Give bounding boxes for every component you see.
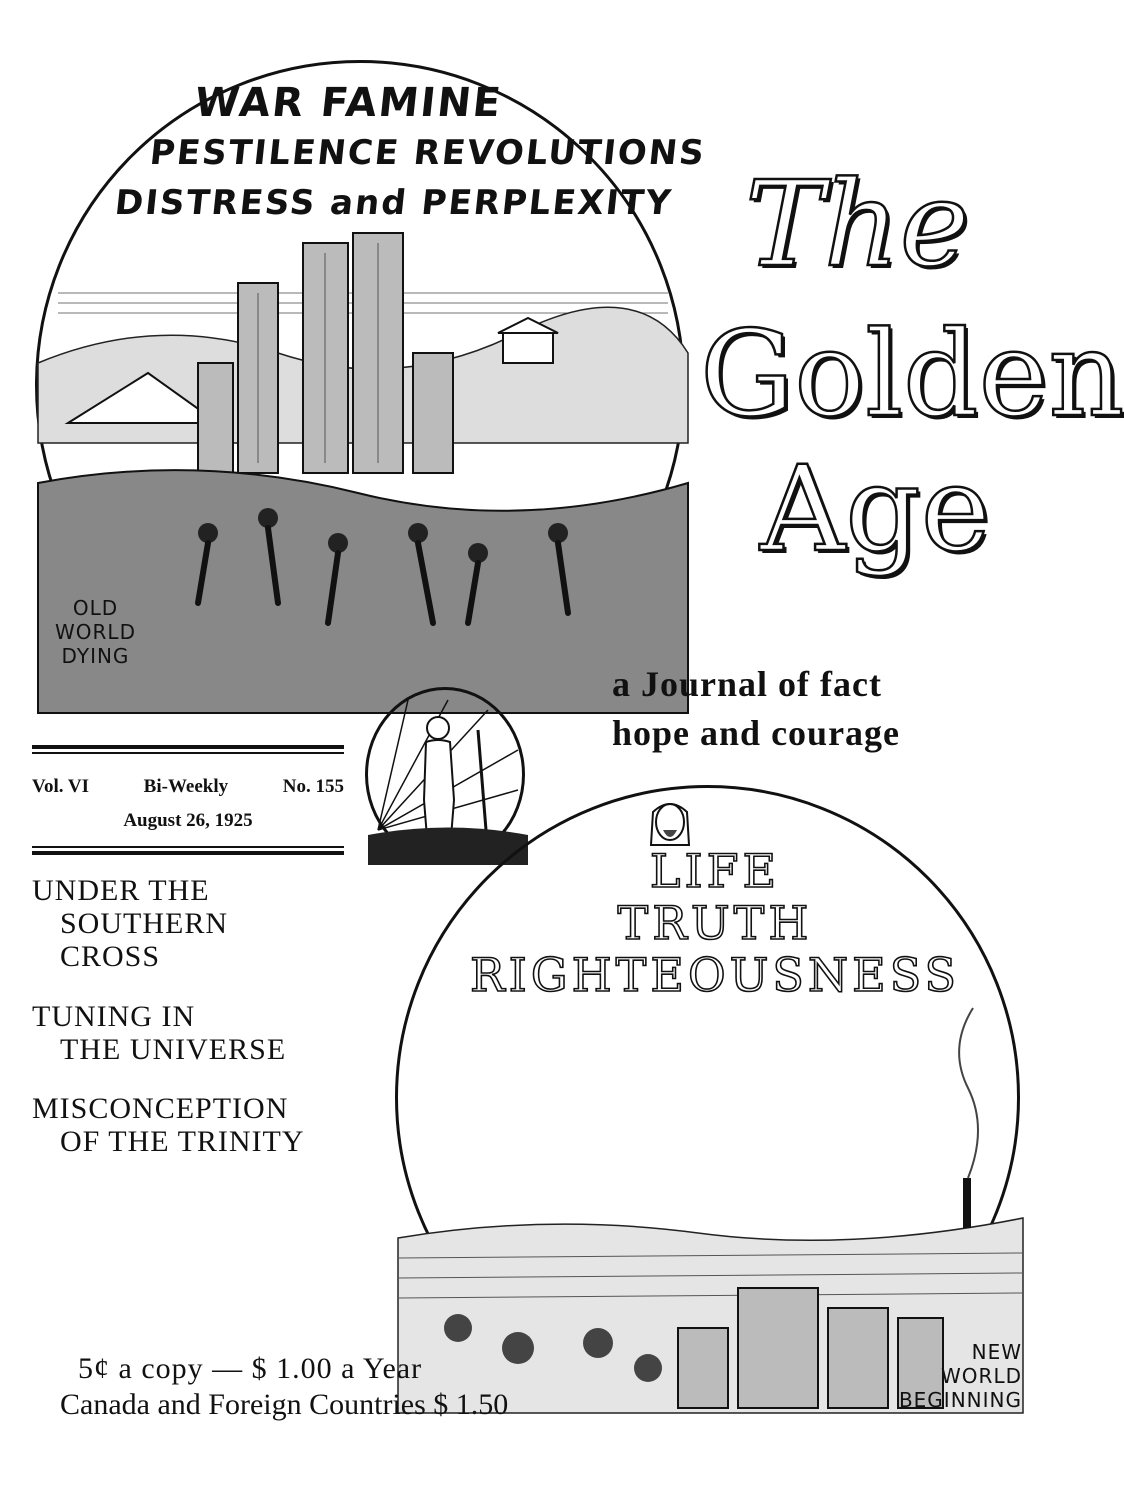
- headline-misconception-trinity: [32, 1092, 305, 1158]
- issue-rule-bottom-thick: [32, 851, 344, 855]
- tagline-line2: hope and courage: [612, 713, 901, 753]
- issue-volume-line: [32, 776, 344, 798]
- new-world-caption-line3: BEGINNING: [898, 1388, 1022, 1412]
- masthead-title-the: The: [745, 155, 970, 293]
- old-world-heading-war-famine: WAR FAMINE: [192, 80, 505, 126]
- motto-truth: TRUTH: [617, 896, 813, 950]
- issue-frequency: Bi-Weekly: [143, 776, 229, 797]
- headline-3-line2: OF THE TRINITY: [60, 1125, 305, 1158]
- new-world-caption-line2: WORLD: [941, 1364, 1022, 1388]
- new-world-motto: [455, 845, 975, 1001]
- price-per-copy-and-year: 5¢ a copy — $ 1.00 a Year: [78, 1352, 423, 1385]
- masthead-title-golden: Golden: [700, 305, 1124, 443]
- issue-rule-top-thick: [32, 745, 344, 749]
- old-world-caption: [48, 596, 143, 668]
- issue-rule-bottom-thin: [32, 846, 344, 848]
- motto-righteousness: RIGHTEOUSNESS: [470, 948, 960, 1002]
- headline-3-line1: MISCONCEPTION: [32, 1092, 289, 1125]
- issue-volume: Vol. VI: [32, 776, 90, 797]
- headline-1-line3: CROSS: [60, 940, 161, 973]
- old-world-caption-line2: WORLD: [55, 620, 136, 644]
- headline-southern-cross: [32, 874, 228, 973]
- headline-2-line2: THE UNIVERSE: [60, 1033, 287, 1066]
- new-world-caption: [862, 1340, 1022, 1412]
- old-world-caption-line1: OLD: [72, 596, 119, 620]
- issue-rule-top-thin: [32, 752, 344, 754]
- motto-life: LIFE: [649, 844, 781, 898]
- headline-tuning-in: [32, 1000, 286, 1066]
- old-world-caption-line3: DYING: [61, 644, 130, 668]
- masthead-title-age: Age: [760, 440, 991, 578]
- issue-date: August 26, 1925: [123, 810, 253, 831]
- headline-1-line2: SOUTHERN: [60, 907, 229, 940]
- price-foreign: Canada and Foreign Countries $ 1.50: [60, 1388, 509, 1421]
- tagline-line1: a Journal of fact: [612, 664, 882, 704]
- headline-2-line1: TUNING IN: [32, 1000, 196, 1033]
- old-world-heading-pestilence-revolutions: PESTILENCE REVOLUTIONS: [147, 133, 708, 173]
- headline-1-line1: UNDER THE: [32, 874, 210, 907]
- new-world-caption-line1: NEW: [971, 1340, 1022, 1364]
- old-world-heading-distress-perplexity: DISTRESS and PERPLEXITY: [112, 183, 675, 223]
- issue-number: No. 155: [282, 776, 344, 797]
